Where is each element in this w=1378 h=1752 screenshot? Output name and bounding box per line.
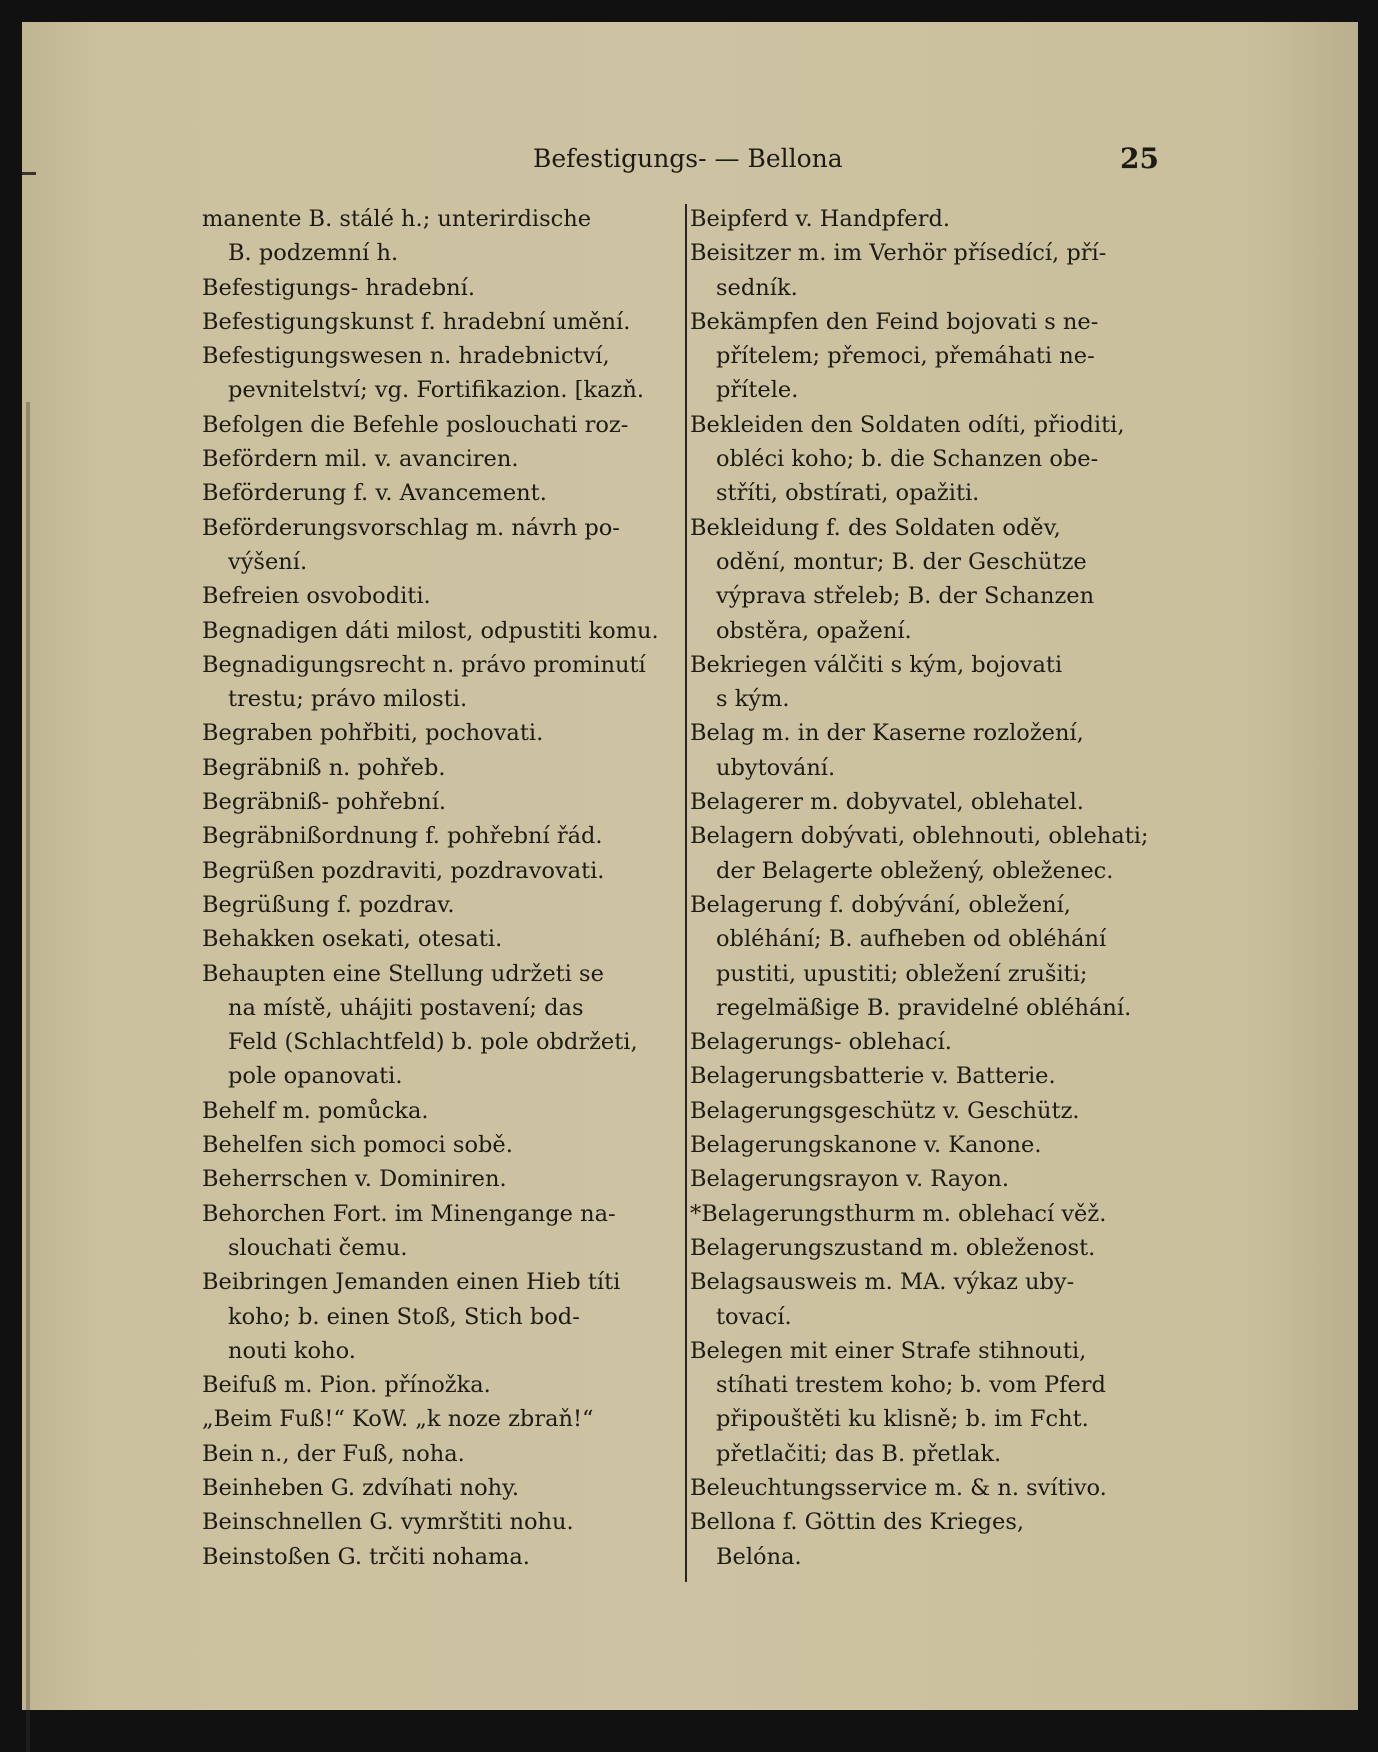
dictionary-line: Beisitzer m. im Verhör přísedící, pří- — [690, 240, 1107, 267]
right-column — [690, 202, 1180, 1574]
dictionary-line: nouti koho. — [228, 1337, 356, 1364]
dictionary-line: Beinstoßen G. trčiti nohama. — [202, 1543, 530, 1570]
dictionary-line: Bekämpfen den Feind bojovati s ne- — [690, 308, 1099, 335]
dictionary-line: Beifuß m. Pion. přínožka. — [202, 1372, 491, 1399]
dictionary-line: Begnadigen dáti milost, odpustiti komu. — [202, 617, 659, 644]
dictionary-line: Bekriegen válčiti s kým, bojovati — [690, 651, 1063, 678]
page-title: Befestigungs- — Bellona — [533, 144, 843, 173]
dictionary-line: Behelfen sich pomoci sobě. — [202, 1132, 513, 1159]
dictionary-line: Befördern mil. v. avanciren. — [202, 446, 519, 473]
dictionary-line: Belóna. — [716, 1543, 802, 1570]
dictionary-line: Bekleiden den Soldaten odíti, přioditi, — [690, 411, 1125, 438]
dictionary-line: přítelem; přemoci, přemáhati ne- — [716, 343, 1095, 370]
running-head — [22, 140, 1358, 180]
dictionary-line: Begräbnißordnung f. pohřební řád. — [202, 823, 603, 850]
dictionary-line: Bellona f. Göttin des Krieges, — [690, 1509, 1025, 1536]
dictionary-line: Beipferd v. Handpferd. — [690, 206, 951, 232]
dictionary-line: Feld (Schlachtfeld) b. pole obdržeti, — [228, 1029, 638, 1056]
dictionary-line: Beförderung f. v. Avancement. — [202, 480, 547, 507]
dictionary-line: Belegen mit einer Strafe stihnouti, — [690, 1337, 1087, 1364]
dictionary-line: připouštěti ku klisně; b. im Fcht. — [716, 1406, 1089, 1433]
dictionary-line: Behaupten eine Stellung udržeti se — [202, 960, 604, 987]
dictionary-line: Behorchen Fort. im Minengange na- — [202, 1200, 616, 1227]
dictionary-line: slouchati čemu. — [228, 1234, 408, 1261]
column-divider — [685, 204, 687, 1582]
dictionary-line: Belagsausweis m. MA. výkaz uby- — [690, 1269, 1075, 1296]
dictionary-line: Befreien osvoboditi. — [202, 583, 431, 610]
dictionary-line: Begräbniß- pohřební. — [202, 789, 447, 816]
dictionary-line: regelmäßige B. pravidelné obléhání. — [716, 994, 1132, 1021]
dictionary-line: Befestigungskunst f. hradební umění. — [202, 308, 631, 335]
dictionary-line: manente B. stálé h.; unterirdische — [202, 206, 592, 232]
dictionary-line: Beinheben G. zdvíhati nohy. — [202, 1474, 520, 1501]
dictionary-line: Beherrschen v. Dominiren. — [202, 1166, 507, 1193]
dictionary-line: přetlačiti; das B. přetlak. — [716, 1440, 1002, 1467]
dictionary-line: Beförderungsvorschlag m. návrh po- — [202, 514, 620, 541]
dictionary-line: Begräbniß n. pohřeb. — [202, 754, 446, 781]
dictionary-line: pole opanovati. — [228, 1063, 403, 1090]
dictionary-line: „Beim Fuß!“ KoW. „k noze zbraň!“ — [202, 1406, 594, 1433]
dictionary-line: Belagerungskanone v. Kanone. — [690, 1132, 1042, 1159]
dictionary-line: Belag m. in der Kaserne rozložení, — [690, 720, 1084, 747]
dictionary-line: Belagerungs- oblehací. — [690, 1029, 952, 1056]
dictionary-line: Begrüßen pozdraviti, pozdravovati. — [202, 857, 605, 884]
dictionary-line: trestu; právo milosti. — [228, 686, 468, 713]
dictionary-line: koho; b. einen Stoß, Stich bod- — [228, 1303, 580, 1330]
dictionary-line: der Belagerte obležený, obleženec. — [716, 857, 1114, 884]
dictionary-line: stříti, obstírati, opažiti. — [716, 480, 980, 507]
dictionary-line: Befolgen die Befehle poslouchati roz- — [202, 411, 629, 438]
dictionary-line: tovací. — [716, 1303, 792, 1330]
dictionary-line: ubytování. — [716, 754, 836, 781]
dictionary-line: Bekleidung f. des Soldaten oděv, — [690, 514, 1061, 541]
dictionary-line: *Belagerungsthurm m. oblehací věž. — [690, 1200, 1107, 1227]
dictionary-line: s kým. — [716, 686, 790, 713]
dictionary-line: Begrüßung f. pozdrav. — [202, 891, 455, 918]
dictionary-line: stíhati trestem koho; b. vom Pferd — [716, 1372, 1106, 1399]
dictionary-line: Befestigungs- hradební. — [202, 274, 475, 301]
dictionary-line: obléci koho; b. die Schanzen obe- — [716, 446, 1099, 473]
dictionary-line: Bein n., der Fuß, noha. — [202, 1440, 465, 1467]
dictionary-line: přítele. — [716, 377, 799, 404]
dictionary-line: Begnadigungsrecht n. právo prominutí — [202, 651, 646, 678]
dictionary-line: pustiti, upustiti; obležení zrušiti; — [716, 960, 1088, 987]
left-column — [202, 202, 682, 1574]
dictionary-line: na místě, uhájiti postavení; das — [228, 994, 584, 1021]
dictionary-line: Belagern dobývati, oblehnouti, oblehati; — [690, 823, 1149, 850]
dictionary-line: Behakken osekati, otesati. — [202, 926, 503, 953]
dictionary-line: obstěra, opažení. — [716, 617, 912, 644]
dictionary-line: Belagerungsgeschütz v. Geschütz. — [690, 1097, 1080, 1124]
dictionary-line: pevnitelství; vg. Fortifikazion. [kazň. — [228, 377, 645, 404]
margin-mark — [26, 402, 30, 1752]
dictionary-line: výprava střeleb; B. der Schanzen — [716, 583, 1095, 610]
dictionary-line: B. podzemní h. — [228, 240, 399, 267]
dictionary-line: obléhání; B. aufheben od obléhání — [716, 926, 1107, 953]
dictionary-line: Befestigungswesen n. hradebnictví, — [202, 343, 610, 370]
dictionary-line: Beibringen Jemanden einen Hieb títi — [202, 1269, 621, 1296]
dictionary-line: výšení. — [228, 548, 308, 575]
dictionary-line: Begraben pohřbiti, pochovati. — [202, 720, 544, 747]
dictionary-line: Beinschnellen G. vymrštiti nohu. — [202, 1509, 574, 1536]
dictionary-line: Belagerer m. dobyvatel, oblehatel. — [690, 789, 1084, 816]
book-page — [22, 22, 1358, 1710]
dictionary-line: sedník. — [716, 274, 798, 301]
dictionary-line: Beleuchtungsservice m. & n. svítivo. — [690, 1474, 1107, 1501]
dictionary-line: Belagerungsrayon v. Rayon. — [690, 1166, 1010, 1193]
dictionary-line: Belagerungszustand m. obleženost. — [690, 1234, 1096, 1261]
dictionary-line: Behelf m. pomůcka. — [202, 1097, 429, 1124]
dictionary-line: Belagerungsbatterie v. Batterie. — [690, 1063, 1056, 1090]
dictionary-line: odění, montur; B. der Geschütze — [716, 548, 1087, 575]
dictionary-line: Belagerung f. dobývání, obležení, — [690, 891, 1071, 918]
page-number: 25 — [1120, 142, 1159, 175]
